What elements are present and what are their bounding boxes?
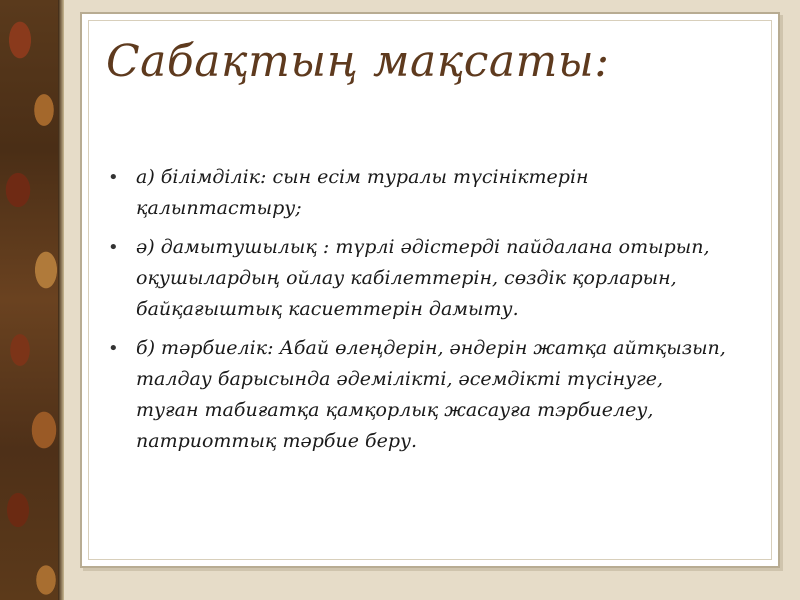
bullet-icon: • — [108, 167, 119, 188]
list-item — [106, 333, 726, 457]
list-item — [106, 232, 726, 325]
slide-title: Сабақтың мақсаты: — [106, 36, 610, 87]
list-item-text: б) тәрбиелік: Абай өлеңдерін, әндерін жатқа айтқызып, талдау барысында әдемілікті, әсемдікті түсінуге, туған табиғатқа қамқорлық жасауға тэрбиелеу, патриоттық тәрбие беру. — [136, 337, 726, 452]
decorative-leaf-border — [0, 0, 64, 600]
content-panel — [80, 12, 780, 568]
bullet-icon: • — [108, 338, 119, 359]
list-item — [106, 162, 726, 224]
list-item-text: а) білімділік: сын есім туралы түсініктерін қалыптастыру; — [136, 166, 589, 219]
objectives-list — [106, 162, 726, 465]
list-item-text: ә) дамытушылық : түрлі әдістерді пайдалана отырып, оқушылардың ойлау кабілеттерін, сөздік қорларын, байқағыштық касиеттерін дамыту. — [136, 236, 710, 320]
bullet-icon: • — [108, 237, 119, 258]
